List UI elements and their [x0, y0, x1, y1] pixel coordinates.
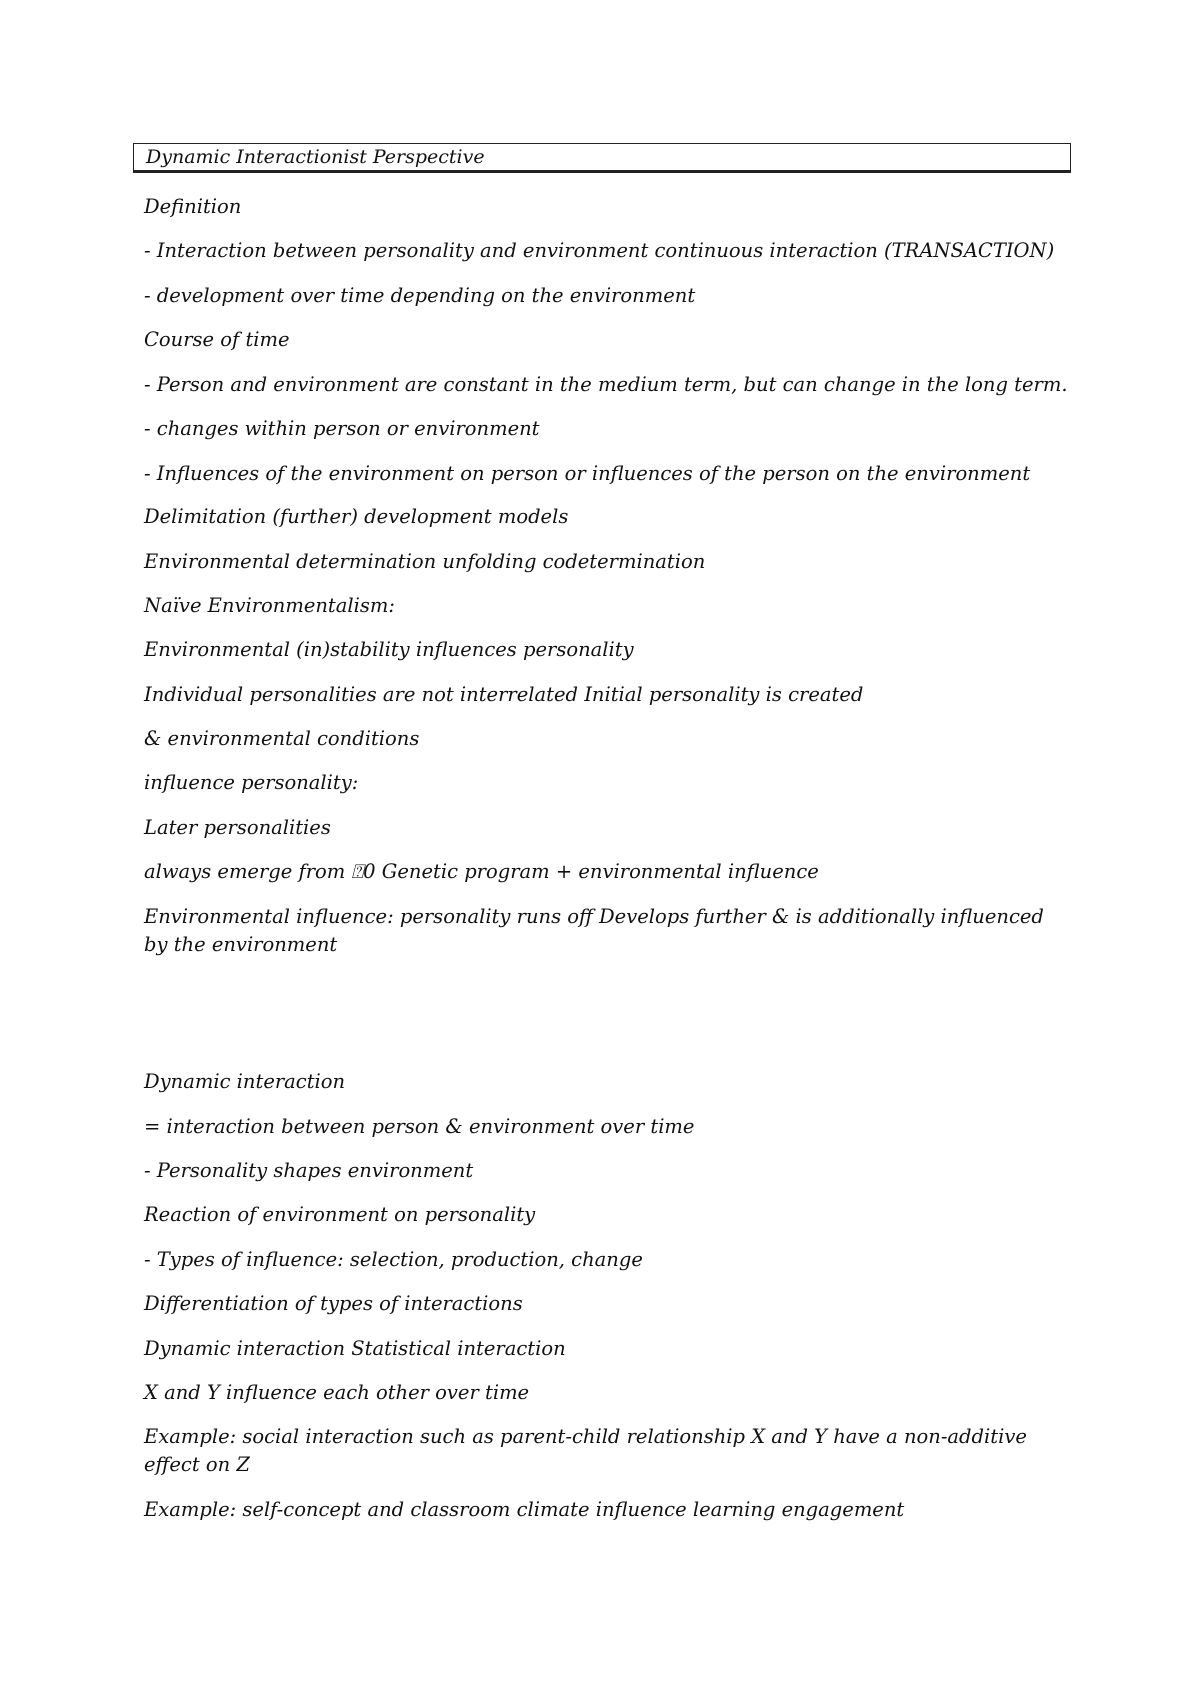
text-line: - Personality shapes environment — [144, 1159, 474, 1182]
text-line: Environmental determination unfolding codetermination — [144, 550, 706, 573]
text-line: - changes within person or environment — [144, 417, 540, 440]
text-line: Individual personalities are not interrelated Initial personality is created — [144, 683, 864, 706]
text-line: Differentiation of types of interactions — [144, 1292, 523, 1315]
text-line: Dynamic interaction Statistical interaction — [144, 1337, 566, 1360]
text-line: Delimitation (further) development models — [144, 505, 569, 528]
text-line: Naïve Environmentalism: — [144, 594, 395, 617]
text-line: - Types of influence: selection, production, change — [144, 1248, 643, 1271]
text-line: X and Y influence each other over time — [144, 1381, 530, 1404]
text-line-definition: Definition — [144, 195, 242, 218]
document-title: Dynamic Interactionist Perspective — [133, 143, 1071, 173]
text-line: Environmental (in)stability influences personality — [144, 638, 634, 661]
text-line: - Influences of the environment on person or influences of the person on the environment — [144, 462, 1031, 485]
text-line: - Interaction between personality and environment continuous interaction (TRANSACTION) — [144, 239, 1055, 262]
text-line: Example: social interaction such as parent-child relationship X and Y have a non-additive effect on Z — [144, 1425, 1027, 1476]
text-line: Environmental influence: personality runs off Develops further & is additionally influenced by the environment — [144, 905, 1044, 956]
text-line: & environmental conditions — [144, 727, 420, 750]
text-line: always emerge from ⍰0 Genetic program + environmental influence — [144, 860, 819, 883]
text-line: - Person and environment are constant in the medium term, but can change in the long term. — [144, 373, 1068, 396]
text-line: - development over time depending on the environment — [144, 284, 696, 307]
text-line: Reaction of environment on personality — [144, 1203, 536, 1226]
text-line-dynamic-interaction: Dynamic interaction — [144, 1070, 346, 1093]
text-line: Later personalities — [144, 816, 331, 839]
text-line: = interaction between person & environment over time — [144, 1115, 695, 1138]
text-line: influence personality: — [144, 771, 359, 794]
text-line: Example: self-concept and classroom climate influence learning engagement — [144, 1498, 905, 1521]
text-line-course-of-time: Course of time — [144, 328, 290, 351]
